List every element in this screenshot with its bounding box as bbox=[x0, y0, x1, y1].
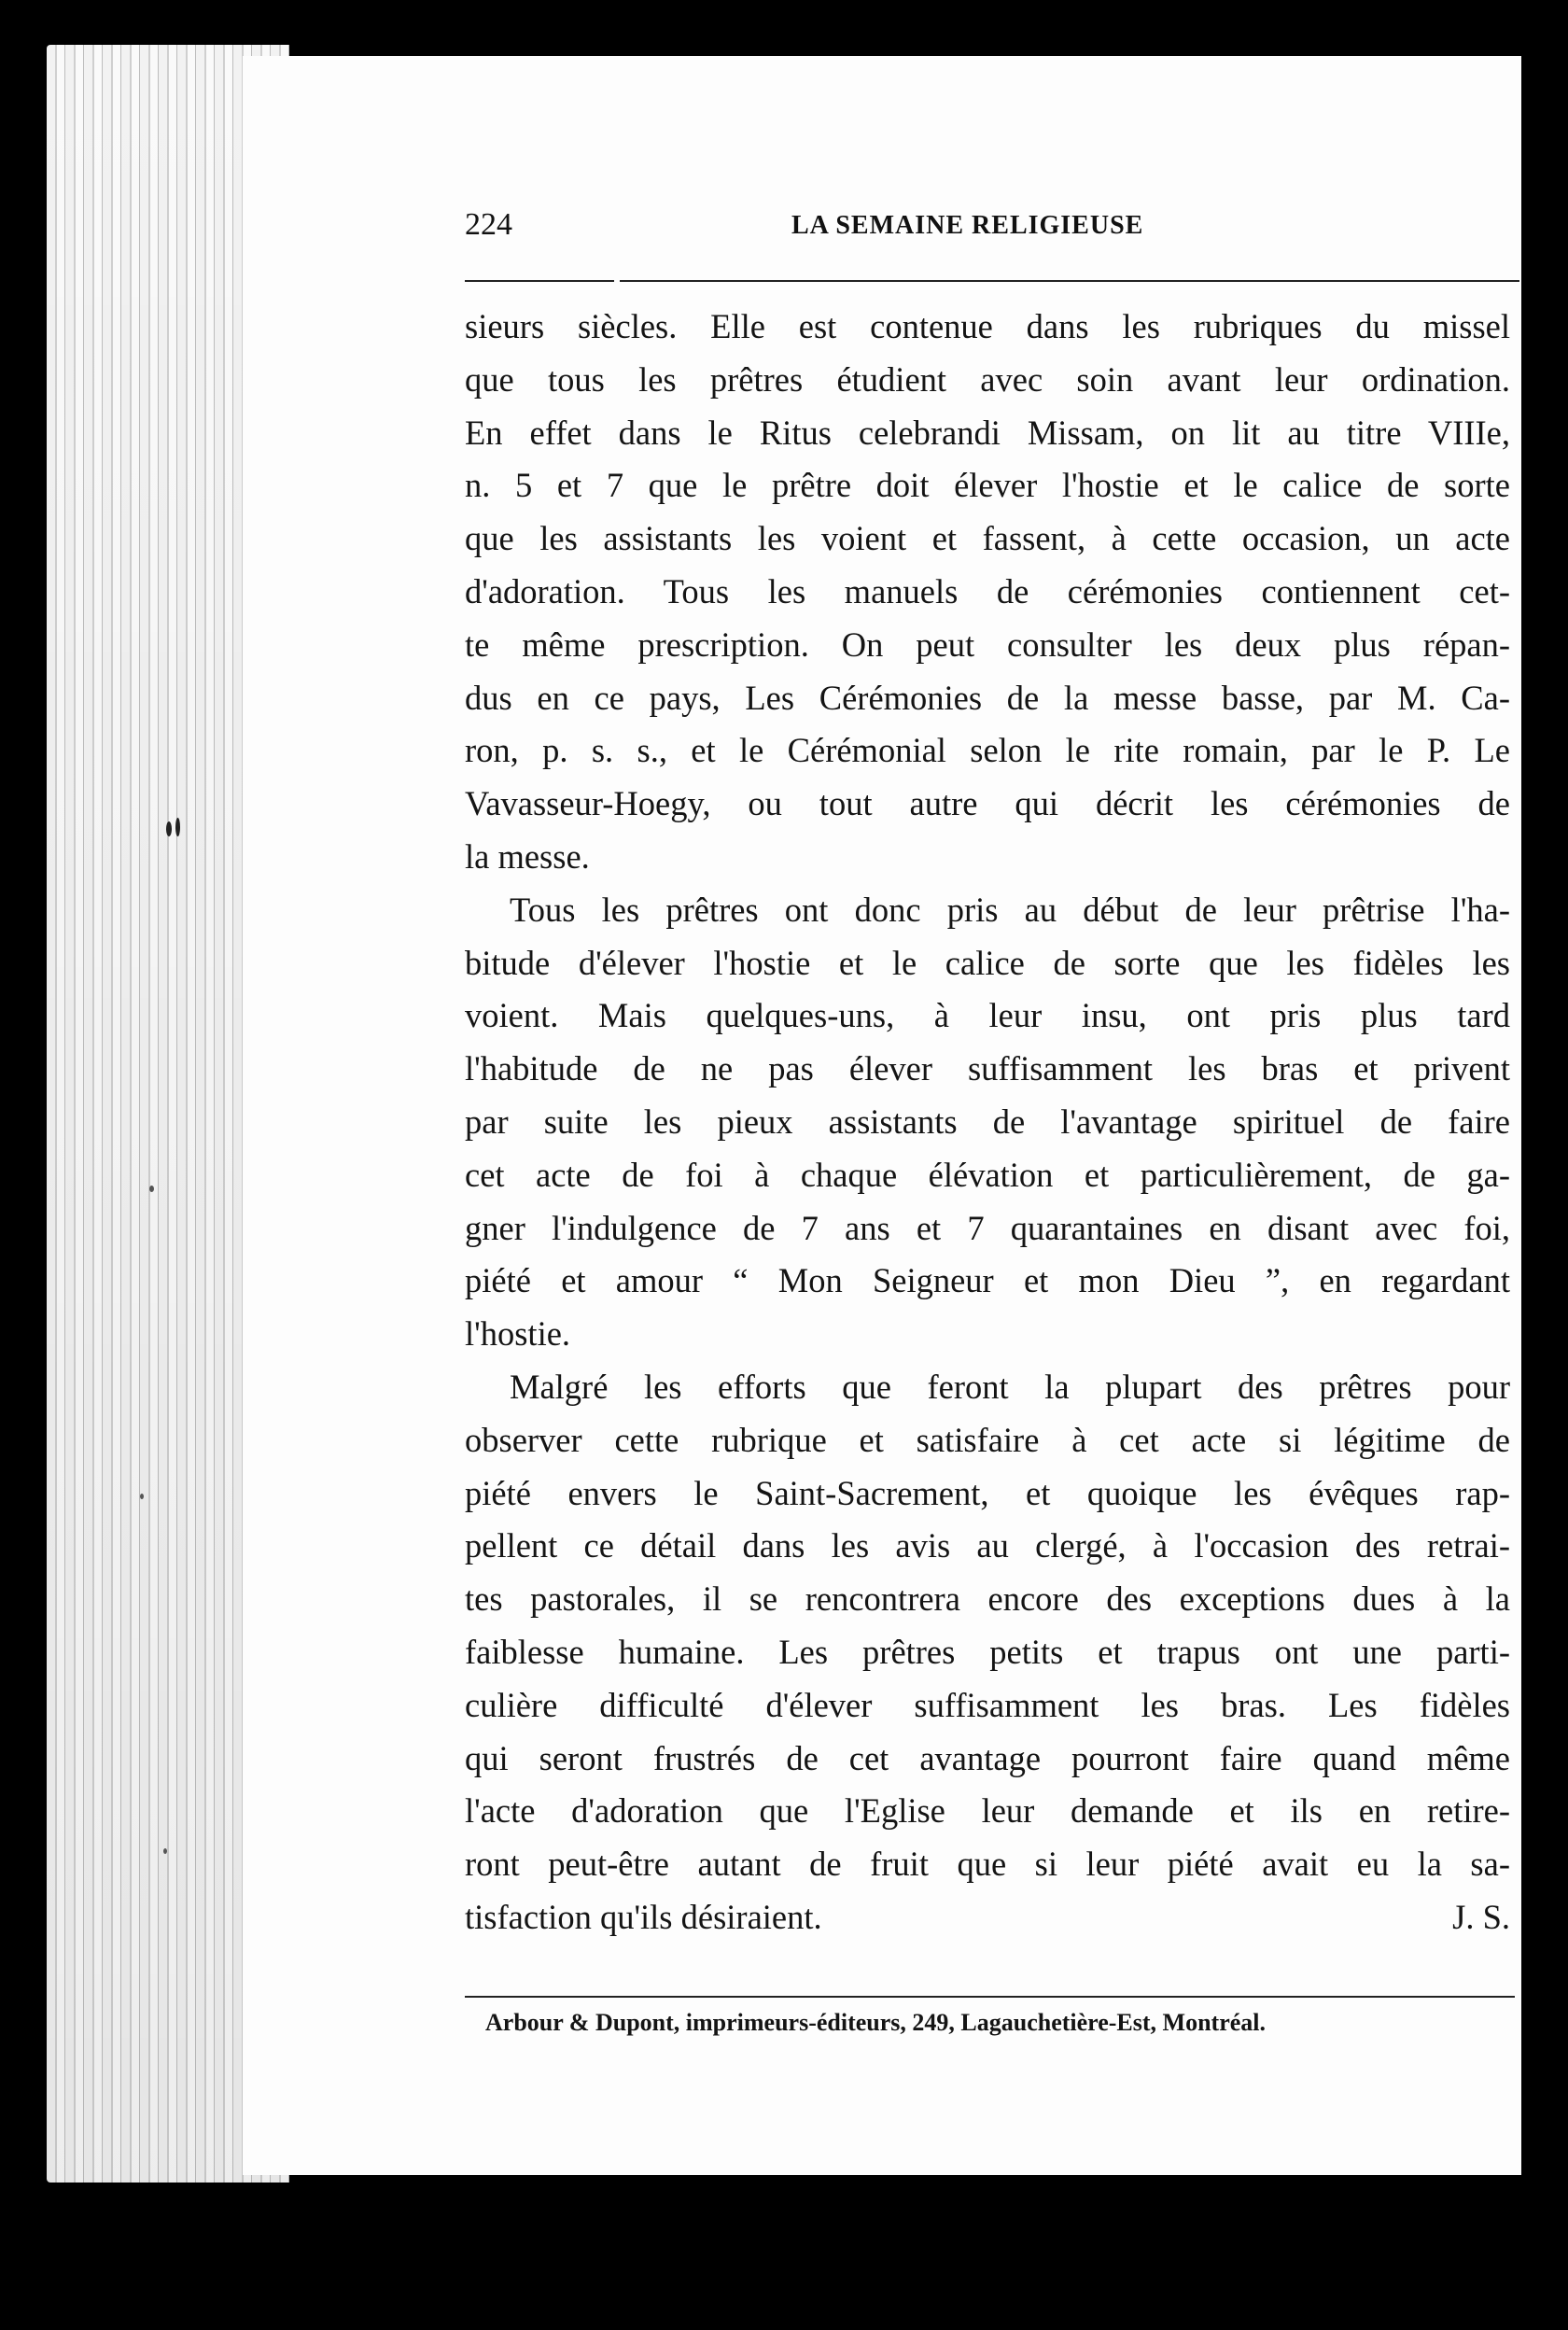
scan-speck bbox=[175, 818, 180, 836]
page-number: 224 bbox=[465, 207, 512, 242]
text-line: observer cette rubrique et satisfaire à cet acte si légitime de bbox=[465, 1420, 1510, 1459]
text-line: l'acte d'adoration que l'Eglise leur demande et ils en retire- bbox=[465, 1791, 1510, 1831]
printer-imprint: Arbour & Dupont, imprimeurs-éditeurs, 249, Lagauchetière-Est, Montréal. bbox=[485, 2009, 1267, 2036]
text-line: la messe. bbox=[465, 836, 590, 876]
text-line: dus en ce pays, Les Cérémonies de la messe basse, par M. Ca- bbox=[465, 678, 1510, 717]
text-line: piété et amour “ Mon Seigneur et mon Dieu ”, en regardant bbox=[465, 1261, 1510, 1300]
paragraph-3 bbox=[465, 1361, 1510, 1944]
text-line: Malgré les efforts que feront la plupart des prêtres pour bbox=[510, 1367, 1510, 1406]
scan-speck bbox=[163, 1848, 167, 1854]
text-line: Tous les prêtres ont donc pris au début de leur prêtrise l'ha- bbox=[510, 890, 1510, 929]
text-line: l'habitude de ne pas élever suffisamment les bras et privent bbox=[465, 1049, 1510, 1088]
text-line: qui seront frustrés de cet avantage pourront faire quand même bbox=[465, 1738, 1510, 1777]
scan-speck bbox=[149, 1186, 154, 1192]
text-line: d'adoration. Tous les manuels de cérémonies contiennent cet- bbox=[465, 571, 1510, 611]
text-line: tes pastorales, il se rencontrera encore des exceptions dues à la bbox=[465, 1579, 1510, 1619]
text-line: gner l'indulgence de 7 ans et 7 quarantaines en disant avec foi, bbox=[465, 1208, 1510, 1247]
text-line: que tous les prêtres étudient avec soin avant leur ordination. bbox=[465, 359, 1510, 399]
header-rule bbox=[465, 280, 1519, 282]
text-line: cet acte de foi à chaque élévation et particulièrement, de ga- bbox=[465, 1155, 1510, 1194]
text-line: bitude d'élever l'hostie et le calice de sorte que les fidèles les bbox=[465, 943, 1510, 982]
scan-speck bbox=[140, 1494, 144, 1499]
paragraph-2 bbox=[465, 884, 1510, 1361]
scan-speck bbox=[166, 821, 172, 836]
text-line: ront peut-être autant de fruit que si leur piété avait eu la sa- bbox=[465, 1845, 1510, 1884]
author-initials: J. S. bbox=[1452, 1897, 1510, 1936]
text-line: Vavasseur-Hoegy, ou tout autre qui décrit les cérémonies de bbox=[465, 784, 1510, 823]
text-line: pellent ce détail dans les avis au clergé, à l'occasion des retrai- bbox=[465, 1526, 1510, 1565]
footer-rule bbox=[465, 1996, 1515, 1998]
text-line: piété envers le Saint-Sacrement, et quoique les évêques rap- bbox=[465, 1473, 1510, 1512]
article-body bbox=[465, 301, 1510, 1944]
text-line: En effet dans le Ritus celebrandi Missam, on lit au titre VIIIe, bbox=[465, 413, 1510, 452]
text-line: te même prescription. On peut consulter les deux plus répan- bbox=[465, 625, 1510, 664]
text-line: ron, p. s. s., et le Cérémonial selon le rite romain, par le P. Le bbox=[465, 731, 1510, 770]
running-title: LA SEMAINE RELIGIEUSE bbox=[791, 211, 1144, 240]
text-line: n. 5 et 7 que le prêtre doit élever l'hostie et le calice de sorte bbox=[465, 466, 1510, 505]
text-line: par suite les pieux assistants de l'avantage spirituel de faire bbox=[465, 1102, 1510, 1141]
text-line: voient. Mais quelques-uns, à leur insu, ont pris plus tard bbox=[465, 996, 1510, 1035]
text-line: que les assistants les voient et fassent, à cette occasion, un acte bbox=[465, 519, 1510, 558]
paragraph-1 bbox=[465, 301, 1510, 884]
text-line: sieurs siècles. Elle est contenue dans les rubriques du missel bbox=[465, 307, 1510, 345]
text-line: culière difficulté d'élever suffisamment les bras. Les fidèles bbox=[465, 1685, 1510, 1724]
text-line: tisfaction qu'ils désiraient. bbox=[465, 1897, 822, 1936]
text-line: faiblesse humaine. Les prêtres petits et trapus ont une parti- bbox=[465, 1632, 1510, 1671]
text-line: l'hostie. bbox=[465, 1314, 571, 1354]
page-header bbox=[465, 207, 1519, 254]
closing-line bbox=[465, 1891, 1510, 1944]
